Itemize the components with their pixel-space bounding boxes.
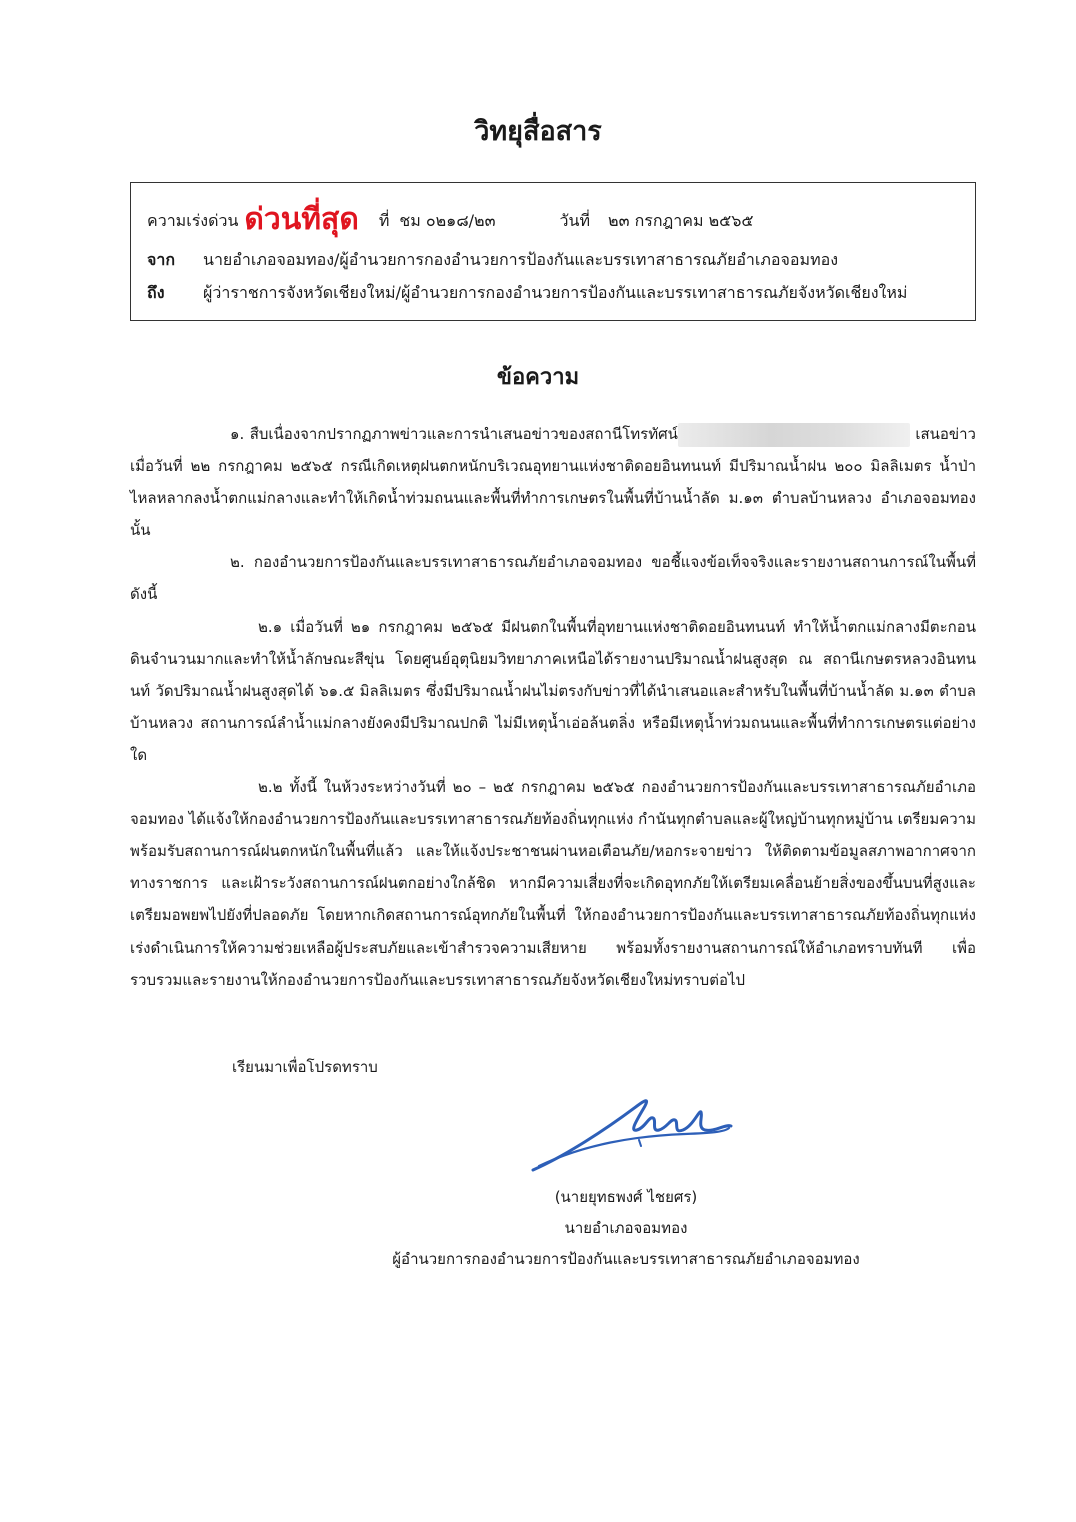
signer-name: (นายยุทธพงศ์ ไชยศร) [554,1188,698,1206]
urgency-label: ความเร่งด่วน [147,210,239,230]
header-from-row [147,243,957,276]
paragraph-1-text-end: เสนอข่าวเมื่อวันที่ ๒๒ กรกฎาคม ๒๕๖๕ กรณีเกิดเหตุฝนตกหนักบริเวณอุทยานแห่งชาติดอยอินทนนท์ มีปริมาณน้ำฝน ๒๐๐ มิลลิเมตร น้ำป่าไหลหลากลงน้ำตกแม่กลางและทำให้เกิดน้ำท่วมถนนและพื้นที่ทำการเกษตรในพื้นที่บ้านน้ำลัด ม.๑๓ ตำบลบ้านหลวง อำเภอจอมทอง นั้น [130,425,976,540]
paragraph-1 [130,418,976,546]
header-urgency-row [147,197,957,243]
header-box [130,182,976,321]
signature-block [345,1182,907,1275]
redacted-station-name [678,423,910,447]
from-value: นายอำเภอจอมทอง/ผู้อำนวยการกองอำนวยการป้องกันและบรรเทาสาธารณภัยอำเภอจอมทอง [203,250,839,269]
handwritten-signature [525,1088,755,1178]
paragraph-1-text-start: ๑. สืบเนื่องจากปรากฏภาพข่าวและการนำเสนอข่าวของสถานีโทรทัศน์ [230,425,678,443]
paragraph-2: ๒. กองอำนวยการป้องกันและบรรเทาสาธารณภัยอำเภอจอมทอง ขอชี้แจงข้อเท็จจริงและรายงานสถานการณ์ในพื้นที่ ดังนี้ [130,553,976,604]
date-label: วันที่ [559,210,591,230]
reference-label: ที่ [378,210,390,230]
message-body [130,418,976,996]
paragraph-2-2: ๒.๒ ทั้งนี้ ในห้วงระหว่างวันที่ ๒๐ – ๒๕ กรกฎาคม ๒๕๖๕ กองอำนวยการป้องกันและบรรเทาสาธารณภัยอำเภอจอมทอง ได้แจ้งให้กองอำนวยการป้องกันและบรรเทาสาธารณภัยท้องถิ่นทุกแห่ง กำนันทุกตำบลและผู้ใหญ่บ้านทุกหมู่บ้าน เตรียมความพร้อมรับสถานการณ์ฝนตกหนักในพื้นที่แล้ว และให้แจ้งประชาชนผ่านหอเตือนภัย/หอกระจายข่าว ให้ติดตามข้อมูลสภาพอากาศจากทางราชการ และเฝ้าระวังสถานการณ์ฝนตกอย่างใกล้ชิด หากมีความเสี่ยงที่จะเกิดอุทกภัยให้เตรียมเคลื่อนย้ายสิ่งของขึ้นบนที่สูงและเตรียมอพยพไปยังที่ปลอดภัย โดยหากเกิดสถานการณ์อุทกภัยในพื้นที่ ให้กองอำนวยการป้องกันและบรรเทาสาธารณภัยท้องถิ่นทุกแห่งเร่งดำเนินการให้ความช่วยเหลือผู้ประสบภัยและเข้าสำรวจความเสียหาย พร้อมทั้งรายงานสถานการณ์ให้อำเภอทราบทันที เพื่อรวบรวมและรายงานให้กองอำนวยการป้องกันและบรรเทาสาธารณภัยจังหวัดเชียงใหม่ทราบต่อไป [130,778,976,989]
paragraph-2-1: ๒.๑ เมื่อวันที่ ๒๑ กรกฎาคม ๒๕๖๕ มีฝนตกในพื้นที่อุทยานแห่งชาติดอยอินทนนท์ ทำให้น้ำตกแม่กลางมีตะกอนดินจำนวนมากและทำให้น้ำลักษณะสีขุ่น โดยศูนย์อุตุนิยมวิทยาภาคเหนือได้รายงานปริมาณน้ำฝนสูงสุด ณ สถานีเกษตรหลวงอินทนนท์ วัดปริมาณน้ำฝนสูงสุดได้ ๖๑.๕ มิลลิเมตร ซึ่งมีปริมาณน้ำฝนไม่ตรงกับข่าวที่ได้นำเสนอและสำหรับในพื้นที่บ้านน้ำลัด ม.๑๓ ตำบลบ้านหลวง สถานการณ์ลำน้ำแม่กลางยังคงมีปริมาณปกติ ไม่มีเหตุน้ำเอ่อล้นตลิ่ง หรือมีเหตุน้ำท่วมถนนและพื้นที่ทำการเกษตรแต่อย่างใด [130,617,976,764]
section-heading: ข้อความ [496,365,580,390]
to-value: ผู้ว่าราชการจังหวัดเชียงใหม่/ผู้อำนวยการกองอำนวยการป้องกันและบรรเทาสาธารณภัยจังหวัดเชียงใหม่ [203,283,908,302]
document-title: วิทยุสื่อสาร [474,116,602,147]
urgency-value: ด่วนที่สุด [244,202,359,237]
signer-position-2: ผู้อำนวยการกองอำนวยการป้องกันและบรรเทาสาธารณภัยอำเภอจอมทอง [392,1250,860,1268]
header-to-row [147,276,957,309]
from-label: จาก [147,250,176,269]
signer-position: นายอำเภอจอมทอง [564,1219,688,1237]
to-label: ถึง [147,283,165,302]
closing-line: เรียนมาเพื่อโปรดทราบ [232,1058,378,1076]
date-value: ๒๓ กรกฎาคม ๒๕๖๕ [608,210,754,230]
reference-number: ชม ๐๒๑๘/๒๓ [399,210,496,230]
